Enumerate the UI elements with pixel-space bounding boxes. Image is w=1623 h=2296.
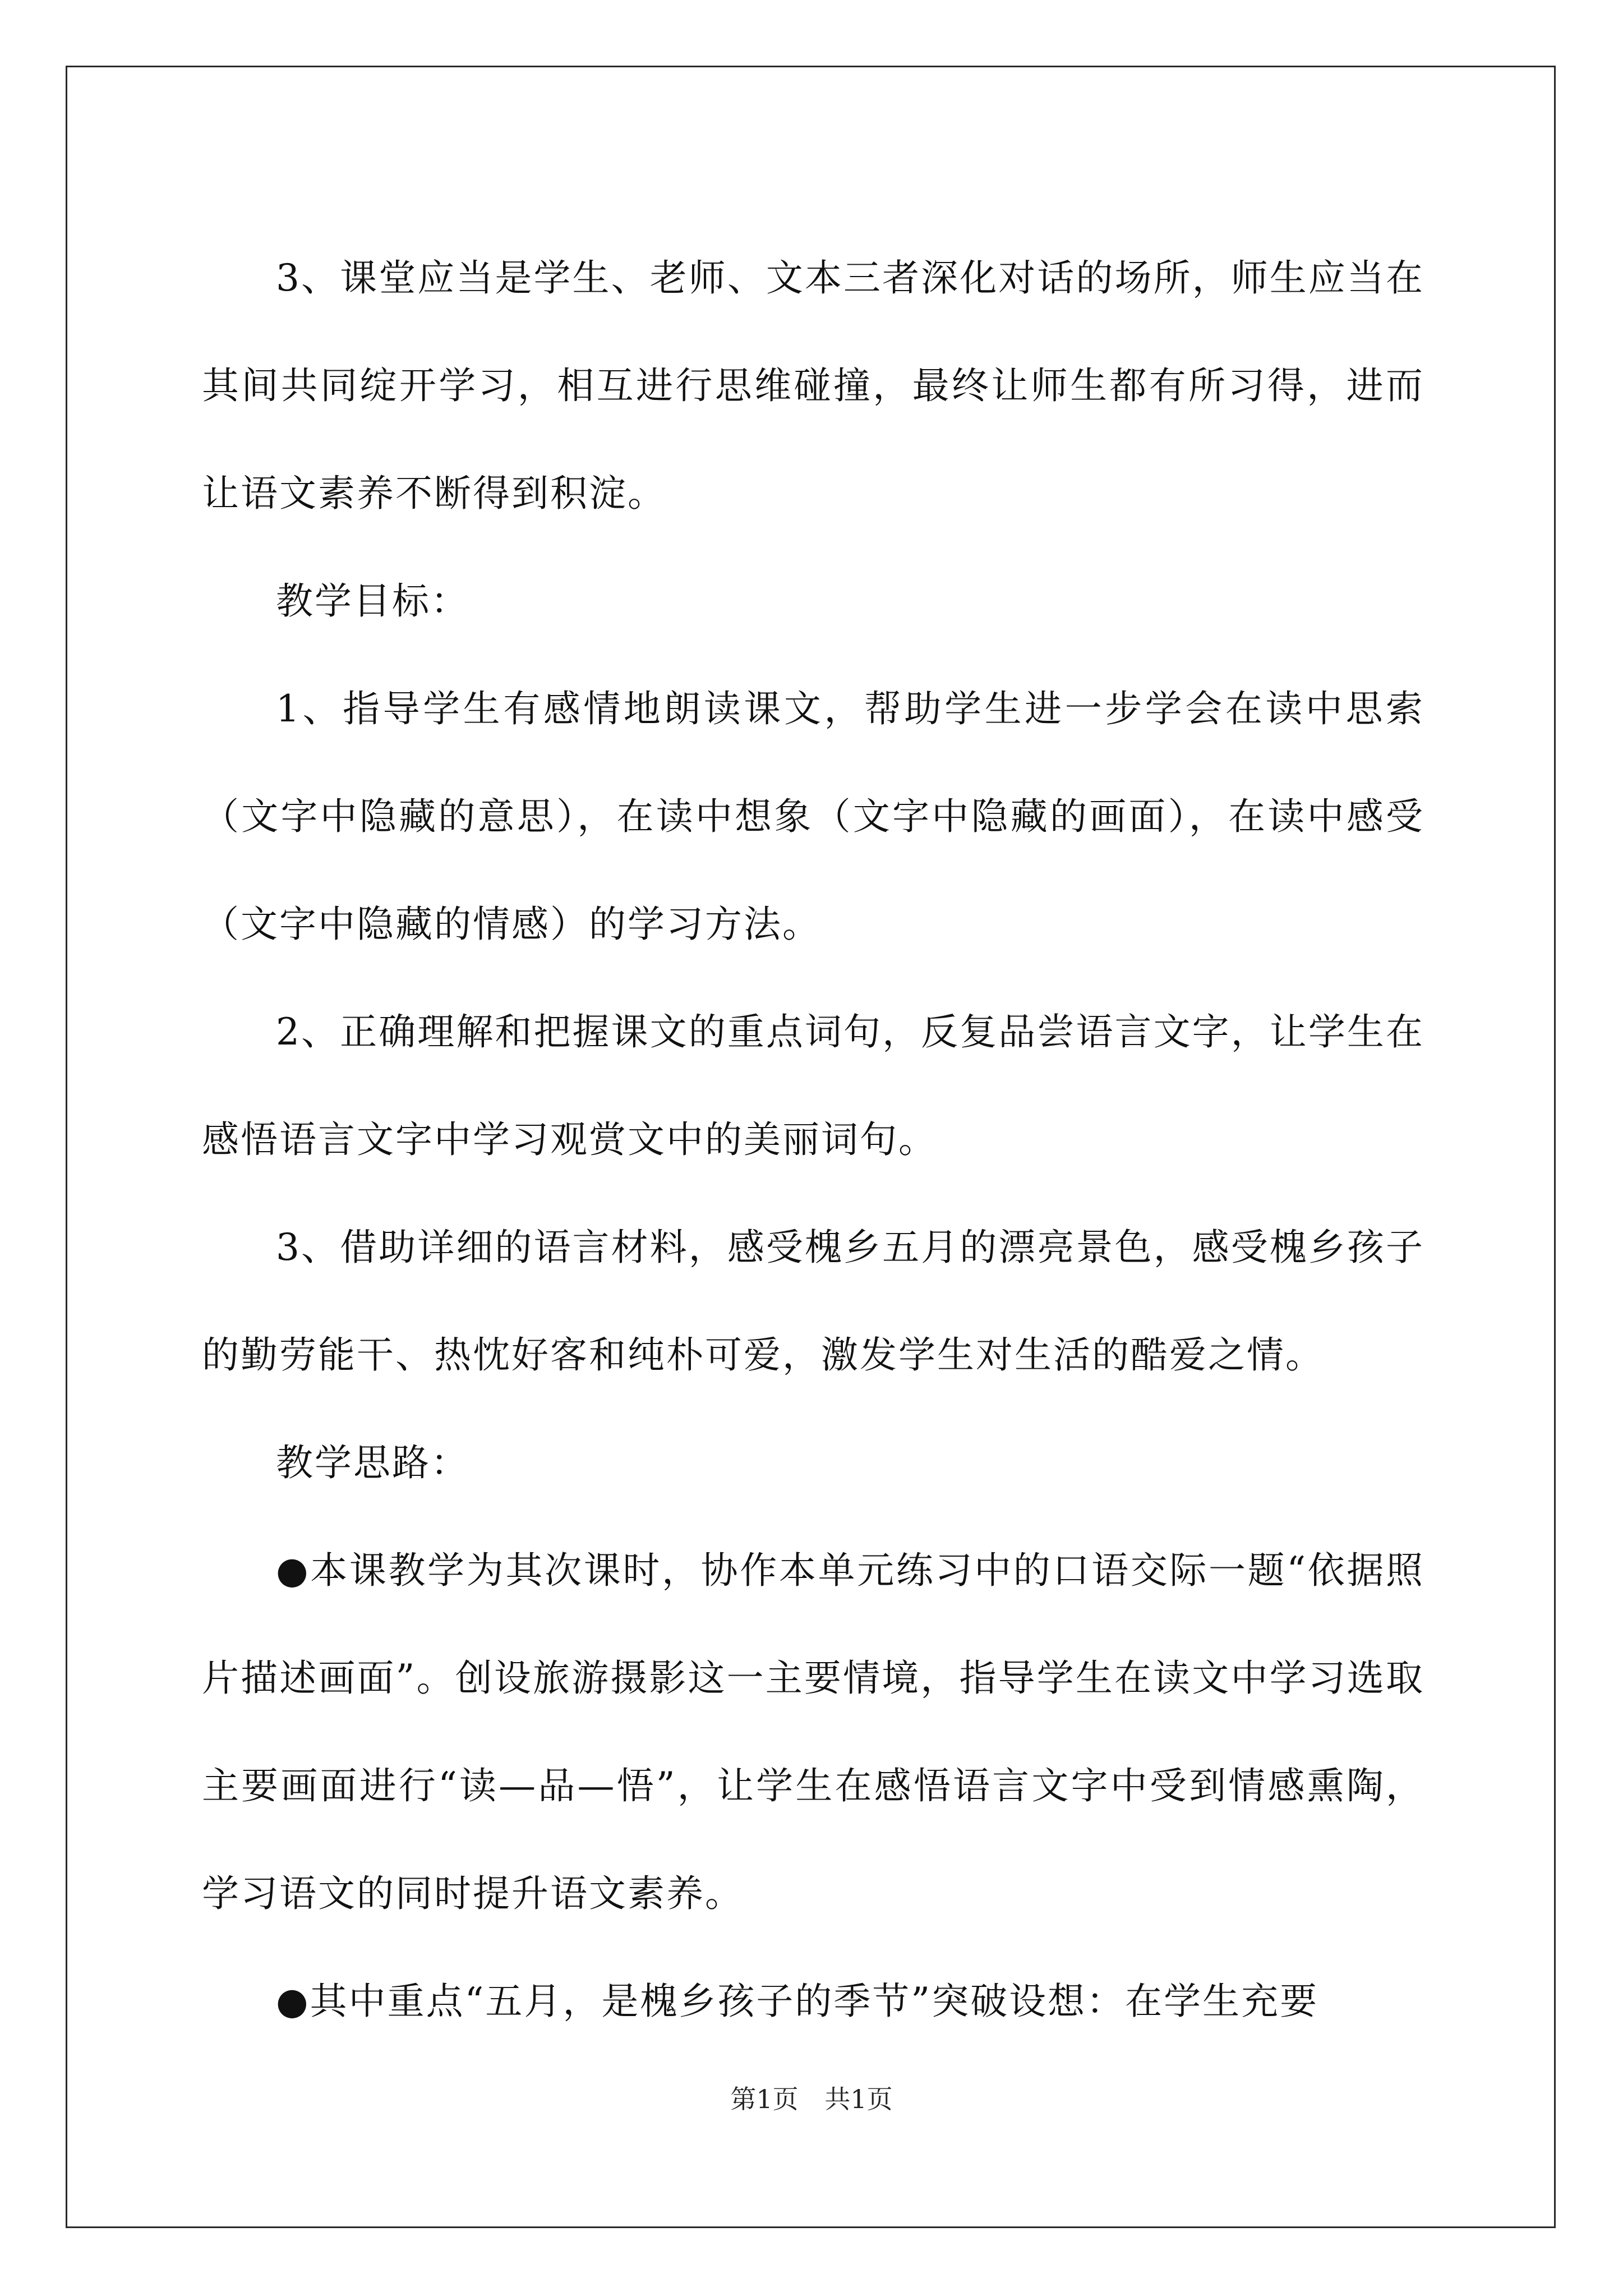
paragraph-classroom-dialogue: 3、课堂应当是学生、老师、文本三者深化对话的场所，师生应当在其间共同绽开学习，相互进行思维碰撞，最终让师生都有所习得，进而让语文素养不断得到积淀。 bbox=[202, 256, 1424, 515]
document-body bbox=[202, 224, 1424, 2055]
paragraph-approach-1: ●本课教学为其次课时，协作本单元练习中的口语交际一题“依据照片描述画面”。创设旅游摄影这一主要情境，指导学生在读文中学习选取主要画面进行“读—品—悟”，让学生在感悟语言文字中受到情感熏陶，学习语文的同时提升语文素养。 bbox=[202, 1549, 1424, 1915]
heading-teaching-approach: 教学思路： bbox=[276, 1441, 469, 1484]
page-number: 第1页 bbox=[730, 2084, 799, 2114]
paragraph-approach-2: ●其中重点“五月，是槐乡孩子的季节”突破设想：在学生充要 bbox=[276, 1980, 1319, 2023]
page-footer bbox=[0, 2082, 1623, 2116]
heading-teaching-goals: 教学目标： bbox=[276, 579, 469, 623]
paragraph-goal-2: 2、正确理解和把握课文的重点词句，反复品尝语言文字，让学生在感悟语言文字中学习观赏文中的美丽词句。 bbox=[202, 1010, 1424, 1161]
paragraph-goal-3: 3、借助详细的语言材料，感受槐乡五月的漂亮景色，感受槐乡孩子的勤劳能干、热忱好客和纯朴可爱，激发学生对生活的酷爱之情。 bbox=[202, 1226, 1424, 1377]
paragraph-goal-1: 1、指导学生有感情地朗读课文，帮助学生进一步学会在读中思索（文字中隐藏的意思），在读中想象（文字中隐藏的画面），在读中感受（文字中隐藏的情感）的学习方法。 bbox=[202, 687, 1424, 946]
total-pages: 共1页 bbox=[824, 2084, 893, 2114]
